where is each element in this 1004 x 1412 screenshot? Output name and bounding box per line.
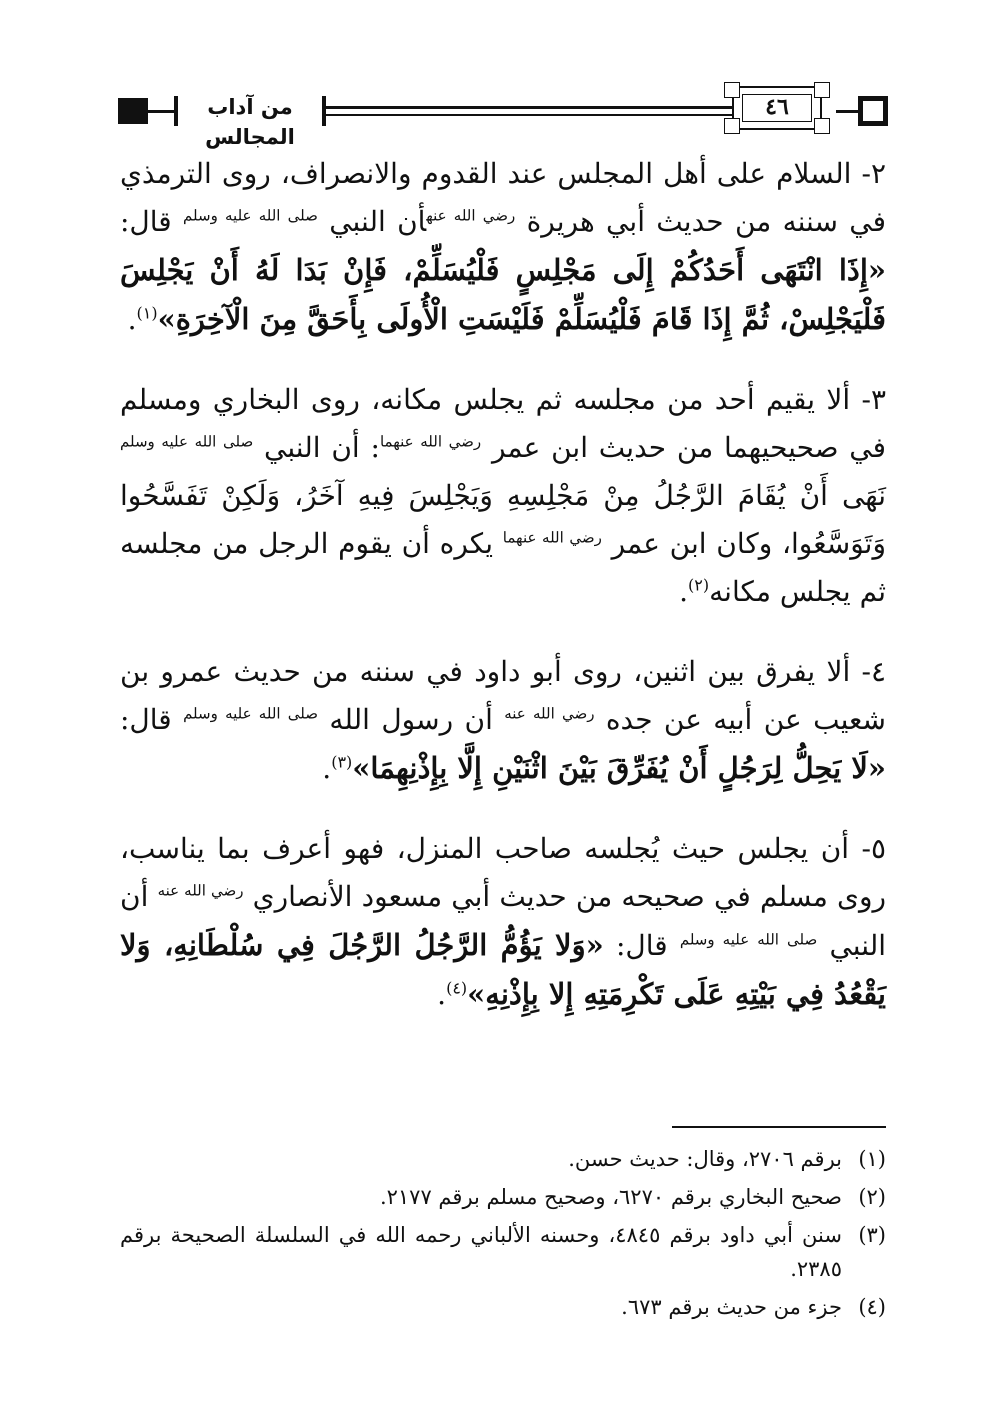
footnote — [120, 1290, 886, 1324]
hadith-quote: «لَا يَحِلُّ لِرَجُلٍ أَنْ يُفَرِّقَ بَيْنَ اثْنَيْنِ إِلَّا بِإِذْنِهِمَا» — [352, 751, 886, 785]
paragraph-text: أن النبي — [317, 205, 427, 238]
header-divider-bar — [322, 96, 326, 126]
paragraph — [120, 825, 886, 1019]
honorific: رضي الله عنه — [426, 206, 516, 225]
paragraph-text: أن يجلس حيث يُجلسه صاحب المنزل، فهو أعرف بما يناسب، روى مسلم في صحيحه من حديث أبي مسعود الأنصاري — [120, 832, 886, 913]
footnotes — [120, 1142, 886, 1328]
honorific: صلى الله عليه وسلم — [120, 432, 254, 451]
footnote-text: برقم ٢٧٠٦، وقال: حديث حسن. — [568, 1147, 842, 1171]
header-right-rule — [836, 110, 860, 113]
main-content — [120, 150, 886, 1051]
paragraph-text: نَهَى أَنْ يُقَامَ الرَّجُلُ مِنْ مَجْلِسِهِ وَيَجْلِسَ فِيهِ آخَرُ، وَلَكِنْ تَفَسَّحُوا وَتَوَسَّعُوا، وكان ابن عمر — [120, 479, 886, 560]
paragraph-text: . — [322, 752, 332, 785]
footnote-text: صحيح البخاري برقم ٦٢٧٠، وصحيح مسلم برقم ٢١٧٧. — [379, 1185, 842, 1209]
footnote-number: (٢) — [858, 1185, 886, 1209]
paragraph-text: ألا يقيم أحد من مجلسه ثم يجلس مكانه، روى البخاري ومسلم في صحيحيهما من حديث ابن عمر — [120, 383, 886, 464]
header-middle-rule-thin — [326, 114, 732, 116]
paragraph-text: أن النبي — [120, 880, 887, 962]
paragraph-text: قال: — [603, 929, 680, 962]
honorific: صلى الله عليه وسلم — [183, 704, 318, 723]
header-middle-rule — [326, 106, 732, 109]
paragraph — [120, 150, 886, 344]
paragraph — [120, 376, 886, 616]
page-number-badge — [718, 82, 836, 134]
paragraph-text: السلام على أهل المجلس عند القدوم والانصراف، روى الترمذي في سننه من حديث أبي هريرة — [120, 157, 887, 238]
footnote-ref: (٣) — [331, 752, 353, 772]
paragraph-text: ألا يفرق بين اثنين، روى أبو داود في سننه من حديث عمرو بن شعيب عن أبيه عن جده — [120, 655, 887, 736]
footnote-ref: (٤) — [446, 978, 468, 998]
paragraph-number: ٣- — [850, 383, 886, 416]
footnote-number: (٤) — [858, 1295, 886, 1319]
footnote-number: (٣) — [858, 1223, 886, 1247]
page-number: ٤٦ — [765, 94, 789, 120]
footnote-ref: (٢) — [688, 575, 710, 595]
header-right-square — [858, 96, 888, 126]
honorific: صلى الله عليه وسلم — [679, 930, 818, 949]
paragraph-text: . — [437, 978, 447, 1011]
paragraph-text: قال: — [120, 703, 184, 736]
footnote-text: جزء من حديث برقم ٦٧٣. — [621, 1295, 842, 1319]
hadith-quote: «إِذَا انْتَهَى أَحَدُكُمْ إِلَى مَجْلِسٍ فَلْيُسَلِّمْ، فَإِنْ بَدَا لَهُ أَنْ يَجْلِسَ فَلْيَجْلِسْ، ثُمَّ إِذَا قَامَ فَلْيُسَلِّمْ فَلَيْسَتِ الْأُولَى بِأَحَقَّ مِنَ الْآخِرَةِ» — [120, 253, 886, 336]
header-divider-bar — [174, 96, 178, 126]
honorific: رضي الله عنه — [157, 881, 244, 900]
header-left-rule — [148, 110, 176, 113]
honorific: رضي الله عنه — [504, 704, 595, 723]
footnote — [120, 1142, 886, 1176]
paragraph-number: ٢- — [851, 157, 886, 190]
header-left-square — [118, 98, 148, 124]
paragraph — [120, 648, 886, 793]
footnote — [120, 1180, 886, 1214]
paragraph-text: . — [679, 575, 689, 608]
paragraph-number: ٤- — [850, 655, 886, 688]
paragraph-text: : أن النبي — [253, 431, 380, 464]
page-header — [0, 0, 1004, 160]
footnote-text: سنن أبي داود برقم ٤٨٤٥، وحسنه الألباني رحمه الله في السلسلة الصحيحة برقم ٢٣٨٥. — [120, 1223, 842, 1281]
footnote-separator — [672, 1126, 886, 1128]
honorific: صلى الله عليه وسلم — [183, 206, 318, 225]
footnote-ref: (١) — [136, 303, 158, 323]
honorific: رضي الله عنهما — [379, 432, 482, 451]
paragraph-text: قال: — [120, 205, 184, 238]
honorific: رضي الله عنهما — [502, 528, 602, 547]
paragraph-text: أن رسول الله — [318, 703, 505, 736]
hadith-quote: «وَلا يَؤُمُّ الرَّجُلُ الرَّجُلَ فِي سُلْطَانِهِ، وَلا يَقْعُدُ فِي بَيْتِهِ عَلَى تَكْرِمَتِهِ إِلا بِإِذْنِهِ» — [120, 928, 886, 1011]
book-title: من آداب المجالس — [205, 95, 295, 149]
paragraph-text: يكره أن يقوم الرجل من مجلسه ثم يجلس مكانه — [120, 527, 886, 608]
paragraph-text: . — [127, 303, 137, 336]
footnote — [120, 1218, 886, 1286]
footnote-number: (١) — [858, 1147, 886, 1171]
paragraph-number: ٥- — [849, 832, 886, 865]
